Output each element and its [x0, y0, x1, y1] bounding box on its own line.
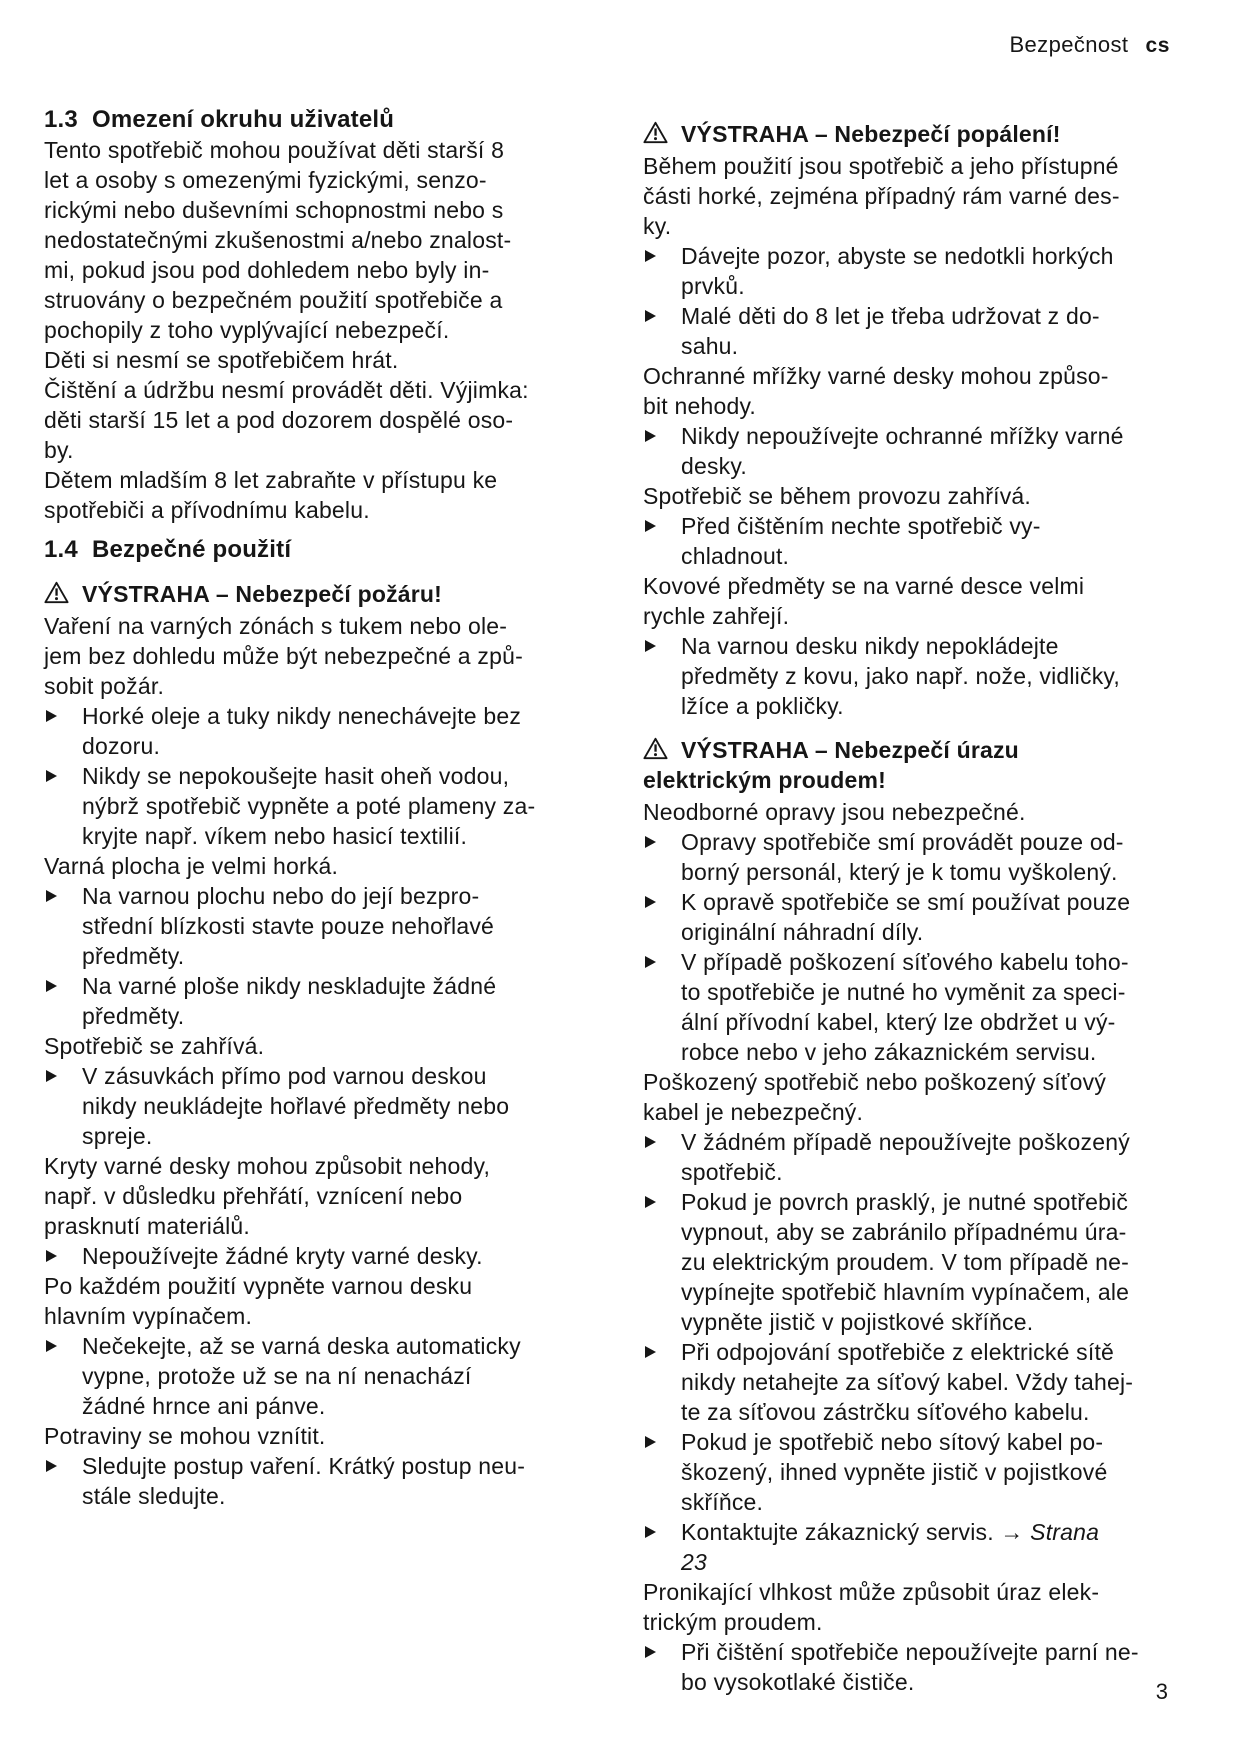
bullet-item [643, 241, 1175, 301]
bullet-text [82, 1451, 576, 1511]
text-line: Neodborné opravy jsou nebezpečné. [643, 799, 1026, 825]
text-line: střední blízkosti stavte pouze nehořlavé [82, 913, 495, 939]
triangle-bullet-icon [645, 310, 656, 322]
bullet-text [681, 421, 1175, 481]
text-line: předměty. [82, 1003, 185, 1029]
column-right [643, 105, 1175, 1697]
bullet-item [643, 511, 1175, 571]
text-line: Vaření na varných zónách s tukem nebo ole- [44, 613, 508, 639]
text-line: Malé děti do 8 let je třeba udržovat z do- [681, 303, 1100, 329]
text-line: bit nehody. [643, 393, 757, 419]
text-line: spotřebiči a přívodnímu kabelu. [44, 497, 370, 523]
text-line: bo vysokotlaké čističe. [681, 1669, 915, 1695]
text-line: V žádném případě nepoužívejte poškozený [681, 1129, 1130, 1155]
bullet-text [681, 1637, 1175, 1697]
text-line: skříňce. [681, 1489, 764, 1515]
text-line: Nikdy nepoužívejte ochranné mřížky varné [681, 423, 1124, 449]
bullet-item [44, 761, 576, 851]
bullet-text [82, 761, 576, 851]
text-line: let a osoby s omezenými fyzickými, senzo- [44, 167, 487, 193]
paragraph [44, 611, 576, 701]
text-line: K opravě spotřebiče se smí používat pouze [681, 889, 1131, 915]
text-line: to spotřebiče je nutné ho vyměnit za speci- [681, 979, 1126, 1005]
bullet-text [681, 301, 1175, 361]
text-line: te za síťovou zástrčku síťového kabelu. [681, 1399, 1090, 1425]
text-line: předměty. [82, 943, 185, 969]
text-line: ální přívodní kabel, který lze obdržet u vý- [681, 1009, 1116, 1035]
text-line: prasknutí materiálů. [44, 1213, 250, 1239]
text-line: ky. [643, 213, 672, 239]
page-reference: 23 [681, 1549, 707, 1575]
text-line: Ochranné mřížky varné desky mohou způso- [643, 363, 1109, 389]
bullet-text [681, 241, 1175, 301]
triangle-bullet-icon [645, 1646, 656, 1658]
warning-title: VÝSTRAHA – Nebezpečí popálení! [681, 121, 1061, 147]
text-line: V případě poškození síťového kabelu toho- [681, 949, 1129, 975]
text-line: Při čištění spotřebiče nepoužívejte parní ne- [681, 1639, 1139, 1665]
text-line: spotřebič. [681, 1159, 783, 1185]
text-line [44, 579, 576, 609]
bullet-text [82, 1241, 576, 1271]
paragraph [44, 345, 576, 375]
text-line: Dětem mladším 8 let zabraňte v přístupu ke [44, 467, 498, 493]
text-line: robce nebo v jeho zákaznickém servisu. [681, 1039, 1097, 1065]
triangle-bullet-icon [645, 250, 656, 262]
text-line: nýbrž spotřebič vypněte a poté plameny za- [82, 793, 536, 819]
text-line [643, 735, 1175, 765]
bullet-text [82, 1331, 576, 1421]
text-line: Kontaktujte zákaznický servis. → Strana [681, 1519, 1100, 1545]
bullet-item [44, 701, 576, 761]
triangle-bullet-icon [46, 1340, 57, 1352]
text-line [681, 1547, 1175, 1577]
text-line: nikdy neukládejte hořlavé předměty nebo [82, 1093, 510, 1119]
text-line: Poškozený spotřebič nebo poškozený síťový [643, 1069, 1107, 1095]
text-line: Na varnou desku nikdy nepokládejte [681, 633, 1059, 659]
text-line: borný personál, který je k tomu vyškolený. [681, 859, 1118, 885]
bullet-item [44, 1241, 576, 1271]
section-heading [44, 535, 576, 565]
heading-number: 1.3 [44, 106, 78, 133]
bullet-item [643, 887, 1175, 947]
text-line: by. [44, 437, 74, 463]
text-line: trickým proudem. [643, 1609, 823, 1635]
text-line: Po každém použití vypněte varnou desku [44, 1273, 473, 1299]
text-line: části horké, zejména případný rám varné des- [643, 183, 1120, 209]
text-line: Na varné ploše nikdy neskladujte žádné [82, 973, 497, 999]
text-line: Opravy spotřebiče smí provádět pouze od- [681, 829, 1124, 855]
text-line: předměty z kovu, jako např. nože, vidličky, [681, 663, 1120, 689]
text-line: prvků. [681, 273, 745, 299]
text-line: lžíce a pokličky. [681, 693, 844, 719]
bullet-item [44, 1331, 576, 1421]
paragraph [44, 1271, 576, 1331]
header-language-code: cs [1145, 34, 1170, 57]
bullet-text [681, 1337, 1175, 1427]
bullet-text [681, 827, 1175, 887]
bullet-item [643, 1337, 1175, 1427]
heading-text: Bezpečné použití [91, 536, 292, 563]
text-line: Horké oleje a tuky nikdy nenechávejte bez [82, 703, 522, 729]
bullet-item [44, 1451, 576, 1511]
heading-text: Omezení okruhu uživatelů [91, 106, 395, 133]
text-line: např. v důsledku přehřátí, vznícení nebo [44, 1183, 463, 1209]
paragraph [643, 151, 1175, 241]
paragraph [44, 1421, 576, 1451]
text-line: Kryty varné desky mohou způsobit nehody, [44, 1153, 491, 1179]
triangle-bullet-icon [645, 896, 656, 908]
paragraph [643, 1067, 1175, 1127]
text-line: pochopily z toho vyplývající nebezpečí. [44, 317, 450, 343]
text-line: sobit požár. [44, 673, 165, 699]
bullet-text [681, 887, 1175, 947]
text-line [643, 119, 1175, 149]
text-line: jem bez dohledu může být nebezpečné a způ- [44, 643, 523, 669]
bullet-text [681, 511, 1175, 571]
text-line: Varná plocha je velmi horká. [44, 853, 339, 879]
triangle-bullet-icon [645, 956, 656, 968]
text-line: Spotřebič se během provozu zahřívá. [643, 483, 1031, 509]
text-line: Čištění a údržbu nesmí provádět děti. Výjimka: [44, 377, 529, 403]
triangle-bullet-icon [645, 430, 656, 442]
text-line: Během použití jsou spotřebič a jeho přístupné [643, 153, 1119, 179]
text-line: kabel je nebezpečný. [643, 1099, 864, 1125]
paragraph [44, 375, 576, 465]
bullet-text [82, 881, 576, 971]
text-line: Nečekejte, až se varná deska automaticky [82, 1333, 521, 1359]
bullet-text [82, 971, 576, 1031]
text-line: chladnout. [681, 543, 790, 569]
text-line: originální náhradní díly. [681, 919, 924, 945]
warning-heading [643, 119, 1175, 149]
text-line: Pokud je povrch prasklý, je nutné spotřebič [681, 1189, 1129, 1215]
paragraph [643, 797, 1175, 827]
triangle-bullet-icon [46, 1250, 57, 1262]
text-line: Sledujte postup vaření. Krátký postup neu- [82, 1453, 526, 1479]
text-line: nikdy netahejte za síťový kabel. Vždy tahej- [681, 1369, 1134, 1395]
triangle-bullet-icon [46, 1070, 57, 1082]
triangle-bullet-icon [645, 1346, 656, 1358]
text-line: žádné hrnce ani pánve. [82, 1393, 326, 1419]
bullet-text [681, 1427, 1175, 1517]
triangle-bullet-icon [46, 1460, 57, 1472]
text-line: Pronikající vlhkost může způsobit úraz elek- [643, 1579, 1100, 1605]
text-line: sahu. [681, 333, 739, 359]
triangle-bullet-icon [645, 520, 656, 532]
text-line: Před čištěním nechte spotřebič vy- [681, 513, 1041, 539]
bullet-item [643, 1427, 1175, 1517]
text-line: Tento spotřebič mohou používat děti starší 8 [44, 137, 505, 163]
text-line: Děti si nesmí se spotřebičem hrát. [44, 347, 399, 373]
text-line: hlavním vypínačem. [44, 1303, 253, 1329]
text-line: děti starší 15 let a pod dozorem dospělé oso- [44, 407, 514, 433]
text-line: vypnout, aby se zabránilo případnému úra- [681, 1219, 1127, 1245]
triangle-bullet-icon [46, 710, 57, 722]
bullet-item [44, 971, 576, 1031]
text-line: škozený, ihned vypněte jistič v pojistkové [681, 1459, 1108, 1485]
warning-title: VÝSTRAHA – Nebezpečí úrazu [681, 737, 1019, 763]
bullet-item [643, 421, 1175, 481]
paragraph [44, 1151, 576, 1241]
text-line: Potraviny se mohou vznítit. [44, 1423, 326, 1449]
text-line: zu elektrickým proudem. V tom případě ne- [681, 1249, 1129, 1275]
text-line: vypínejte spotřebič hlavním vypínačem, ale [681, 1279, 1130, 1305]
running-header [1009, 31, 1170, 60]
paragraph [44, 465, 576, 525]
triangle-bullet-icon [46, 770, 57, 782]
triangle-bullet-icon [645, 836, 656, 848]
paragraph [643, 1577, 1175, 1637]
text-line: Na varnou plochu nebo do její bezpro- [82, 883, 480, 909]
text-line: mi, pokud jsou pod dohledem nebo byly in- [44, 257, 490, 283]
bullet-text [681, 1127, 1175, 1187]
warning-triangle-icon [643, 735, 681, 765]
text-line: Nikdy se nepokoušejte hasit oheň vodou, [82, 763, 510, 789]
bullet-text [82, 1061, 576, 1151]
column-left [44, 105, 576, 1511]
text-line: dozoru. [82, 733, 161, 759]
warning-title: VÝSTRAHA – Nebezpečí požáru! [82, 581, 443, 607]
bullet-text [681, 947, 1175, 1067]
triangle-bullet-icon [645, 1526, 656, 1538]
bullet-text [681, 1187, 1175, 1337]
heading-number: 1.4 [44, 536, 78, 563]
bullet-item [643, 1517, 1175, 1577]
text-line: V zásuvkách přímo pod varnou deskou [82, 1063, 487, 1089]
text-line: rickými nebo duševními schopnostmi nebo s [44, 197, 504, 223]
text-line: Kovové předměty se na varné desce velmi [643, 573, 1085, 599]
bullet-text [681, 1517, 1175, 1577]
text-line: Pokud je spotřebič nebo sítový kabel po- [681, 1429, 1104, 1455]
text-line: vypněte jistič v pojistkové skříňce. [681, 1309, 1034, 1335]
header-section-label: Bezpečnost [1009, 32, 1129, 57]
text-line: elektrickým proudem! [643, 767, 887, 793]
triangle-bullet-icon [645, 640, 656, 652]
text-line: struovány o bezpečném použití spotřebiče a [44, 287, 503, 313]
warning-triangle-icon [44, 579, 82, 609]
paragraph [643, 571, 1175, 631]
triangle-bullet-icon [645, 1196, 656, 1208]
bullet-item [643, 947, 1175, 1067]
triangle-bullet-icon [46, 890, 57, 902]
triangle-bullet-icon [46, 980, 57, 992]
text-line: Nepoužívejte žádné kryty varné desky. [82, 1243, 483, 1269]
text-line: desky. [681, 453, 747, 479]
text-line: Dávejte pozor, abyste se nedotkli horkých [681, 243, 1114, 269]
text-line: spreje. [82, 1123, 153, 1149]
bullet-item [44, 881, 576, 971]
bullet-text [681, 631, 1175, 721]
paragraph [643, 481, 1175, 511]
paragraph [44, 1031, 576, 1061]
text-line: rychle zahřejí. [643, 603, 790, 629]
text-line: Při odpojování spotřebiče z elektrické sítě [681, 1339, 1115, 1365]
text-line: stále sledujte. [82, 1483, 226, 1509]
bullet-item [643, 827, 1175, 887]
text-line: nedostatečnými zkušenostmi a/nebo znalost- [44, 227, 512, 253]
warning-heading [44, 579, 576, 609]
text-line: Spotřebič se zahřívá. [44, 1033, 265, 1059]
paragraph [44, 851, 576, 881]
page-number: 3 [1155, 1679, 1168, 1704]
section-heading [44, 105, 576, 135]
triangle-bullet-icon [645, 1136, 656, 1148]
text-line: kryjte např. víkem nebo hasicí textilií. [82, 823, 468, 849]
paragraph [44, 135, 576, 345]
triangle-bullet-icon [645, 1436, 656, 1448]
bullet-item [643, 301, 1175, 361]
paragraph [643, 361, 1175, 421]
text-line: vypne, protože už se na ní nenachází [82, 1363, 472, 1389]
warning-heading [643, 735, 1175, 795]
page-reference: → Strana [1000, 1519, 1100, 1545]
bullet-item [643, 1187, 1175, 1337]
warning-triangle-icon [643, 119, 681, 149]
bullet-item [44, 1061, 576, 1151]
bullet-item [643, 631, 1175, 721]
bullet-item [643, 1637, 1175, 1697]
bullet-item [643, 1127, 1175, 1187]
bullet-text [82, 701, 576, 761]
